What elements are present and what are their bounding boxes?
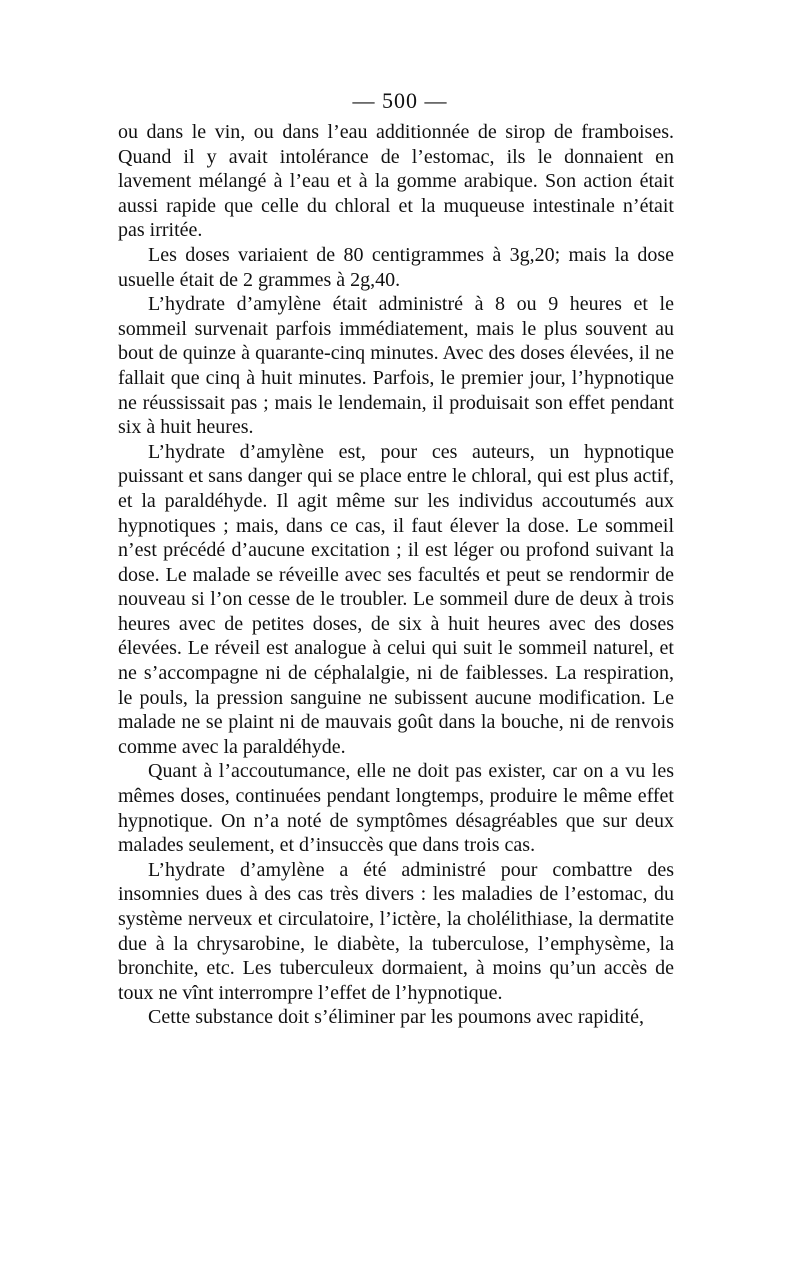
paragraph-6: L’hydrate d’amylène a été administré pour combattre des insomnies dues à des cas très divers : les maladies de l’estomac, du système nerveux et circulatoire, l’ictère, la cholélithiase, la dermatite due à la chrysarobine, le diabète, la tuberculose, l’emphysème, la bronchite, etc. Les tuberculeux dormaient, à moins qu’un accès de toux ne vînt interrompre l’effet de l’hypnotique. xyxy=(118,858,674,1004)
page-number: — 500 — xyxy=(352,88,448,113)
paragraph-2: Les doses variaient de 80 centigrammes à 3g,20; mais la dose usuelle était de 2 grammes à 2g,40. xyxy=(118,243,674,291)
paragraph-3: L’hydrate d’amylène était administré à 8 ou 9 heures et le sommeil survenait parfois immédiatement, mais le plus souvent au bout de quinze à quarante-cinq minutes. Avec des doses élevées, il ne fallait que cinq à huit minutes. Parfois, le premier jour, l’hypnotique ne réussissait pas ; mais le lendemain, il produisait son effet pendant six à huit heures. xyxy=(118,293,674,439)
paragraph-4: L’hydrate d’amylène est, pour ces auteurs, un hypnotique puissant et sans danger qui se place entre le chloral, qui est plus actif, et la paraldéhyde. Il agit même sur les individus accoutumés aux hypnotiques ; mais, dans ce cas, il faut élever la dose. Le sommeil n’est précédé d’aucune excitation ; il est léger ou profond suivant la dose. Le malade se réveille avec ses facultés et peut se rendormir de nouveau si l’on cesse de le troubler. Le sommeil dure de deux à trois heures avec de petites doses, de six à huit heures avec des doses élevées. Le réveil est analogue à celui qui suit le sommeil naturel, et ne s’accompagne ni de céphalalgie, ni de faiblesses. La respiration, le pouls, la pression sanguine ne subissent aucune modification. Le malade ne se plaint ni de mauvais goût dans la bouche, ni de renvois comme avec la paraldéhyde. xyxy=(118,440,674,758)
paragraph-7: Cette substance doit s’éliminer par les poumons avec rapidité, xyxy=(148,1006,644,1029)
paragraph-5: Quant à l’accoutumance, elle ne doit pas exister, car on a vu les mêmes doses, continuées pendant longtemps, produire le même effet hypnotique. On n’a noté de symptômes désagréables que sur deux malades seulement, et d’insuccès que dans trois cas. xyxy=(118,760,674,857)
paragraph-1: ou dans le vin, ou dans l’eau additionnée de sirop de framboises. Quand il y avait intolérance de l’estomac, ils le donnaient en lavement mélangé à l’eau et à la gomme arabique. Son action était aussi rapide que celle du chloral et la muqueuse intestinale n’était pas irritée. xyxy=(118,121,674,242)
body-text xyxy=(118,120,674,1030)
